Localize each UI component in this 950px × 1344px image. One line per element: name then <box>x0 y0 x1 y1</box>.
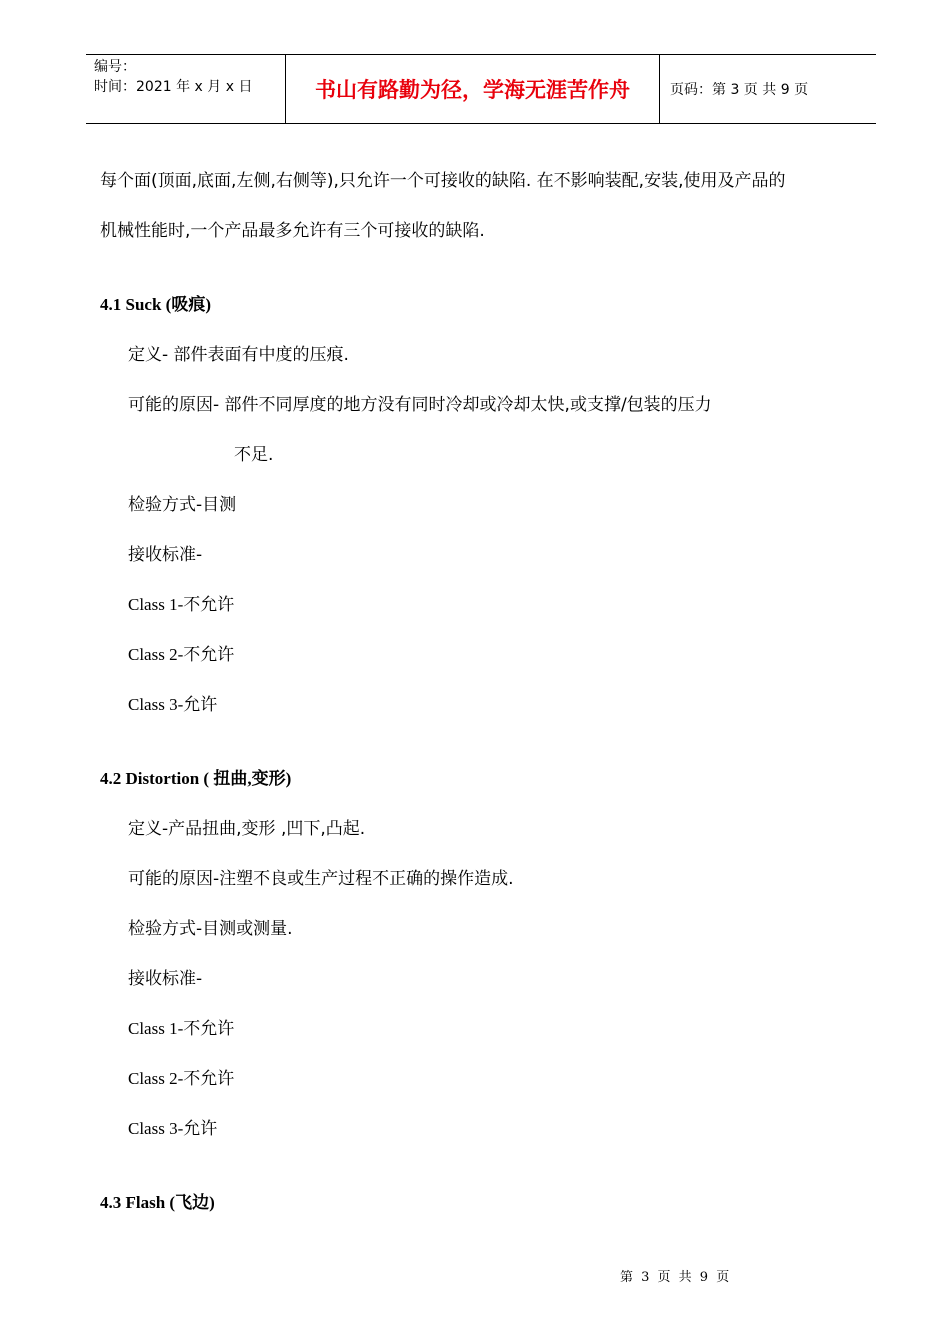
distortion-cause: 可能的原因-注塑不良或生产过程不正确的操作造成. <box>128 869 514 889</box>
suck-definition: 定义- 部件表面有中度的压痕. <box>128 345 349 365</box>
document-body <box>100 156 880 1228</box>
page-footer: 第 3 页 共 9 页 <box>620 1270 732 1285</box>
document-number-label: 编号： <box>94 59 136 75</box>
header-meta <box>86 55 286 123</box>
intro-line: 每个面(顶面,底面,左侧,右侧等),只允许一个可接收的缺陷. 在不影响装配,安装,使用及产品的 <box>100 171 786 191</box>
distortion-class-2: Class 2-不允许 <box>128 1069 235 1088</box>
suck-class-2: Class 2-不允许 <box>128 645 235 664</box>
section-heading-distortion: 4.2 Distortion ( 扭曲,变形) <box>100 769 292 788</box>
distortion-inspection: 检验方式-目测或测量. <box>128 919 293 939</box>
suck-acceptance: 接收标准- <box>128 545 203 565</box>
header-page-number: 页码：第 3 页 共 9 页 <box>670 82 809 98</box>
suck-cause-continued: 不足. <box>234 445 274 465</box>
section-heading-flash: 4.3 Flash (飞边) <box>100 1193 215 1212</box>
header-motto: 书山有路勤为径，学海无涯苦作舟 <box>286 55 660 123</box>
distortion-definition: 定义-产品扭曲,变形 ,凹下,凸起. <box>128 819 366 839</box>
suck-inspection: 检验方式-目测 <box>128 495 237 515</box>
distortion-class-3: Class 3-允许 <box>128 1119 218 1138</box>
document-date: 时间：2021 年 x 月 x 日 <box>94 79 253 95</box>
intro-line: 机械性能时,一个产品最多允许有三个可接收的缺陷. <box>100 221 485 241</box>
distortion-acceptance: 接收标准- <box>128 969 203 989</box>
suck-cause: 可能的原因- 部件不同厚度的地方没有同时冷却或冷却太快,或支撑/包装的压力 <box>128 395 712 415</box>
suck-class-3: Class 3-允许 <box>128 695 218 714</box>
suck-class-1: Class 1-不允许 <box>128 595 235 614</box>
distortion-class-1: Class 1-不允许 <box>128 1019 235 1038</box>
section-heading-suck: 4.1 Suck (吸痕) <box>100 295 211 314</box>
page-header <box>86 54 876 124</box>
